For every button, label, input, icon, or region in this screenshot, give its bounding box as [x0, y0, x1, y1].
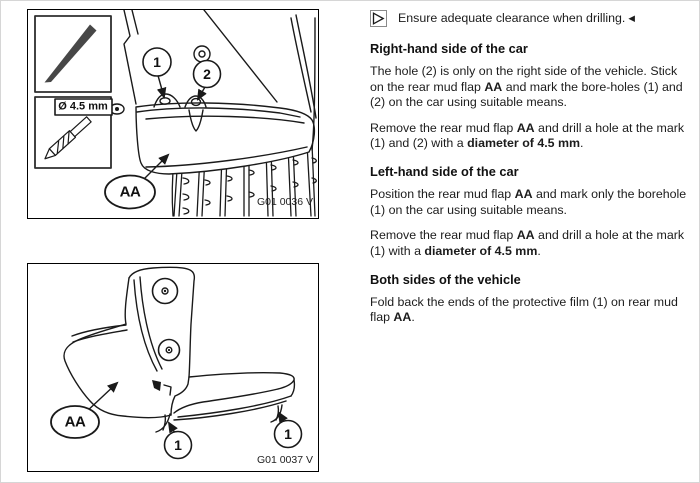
instructions-column	[370, 10, 688, 336]
callout-2-label: 2	[203, 66, 211, 82]
note-sentence: Ensure adequate clearance when drilling.	[398, 11, 626, 25]
mud-flap-outline	[64, 267, 294, 420]
protective-film-ends	[156, 405, 282, 432]
figure-code: G01 0037 V	[256, 454, 313, 466]
part-label-aa: AA	[64, 413, 86, 431]
figure-mudflap-protective-film	[27, 263, 319, 472]
note-row	[370, 10, 688, 27]
scribe-tool-inset	[35, 16, 111, 92]
figure-code: G01 0036 V	[256, 196, 313, 208]
paragraph: Remove the rear mud flap AA and drill a hole at the mark (1) and (2) with a diameter of 4.5 mm.	[370, 120, 685, 151]
paragraph-end-marker-icon: ◀	[628, 14, 635, 24]
callout-1-left-label: 1	[174, 437, 182, 453]
mounting-holes	[153, 279, 180, 361]
mudflap-film-drawing	[28, 264, 317, 470]
paragraph: Remove the rear mud flap AA and drill a hole at the mark (1) with a diameter of 4.5 mm.	[370, 228, 685, 258]
paragraph: The hole (2) is only on the right side of the vehicle. Stick on the rear mud flap AA and mark the bore-holes (1) and (2) on the car using suitable means.	[370, 64, 683, 110]
note-text	[398, 10, 635, 27]
section-heading-right-side: Right-hand side of the car	[370, 41, 528, 57]
callout-1-right-label: 1	[284, 426, 292, 442]
mud-flap-shape	[136, 103, 314, 174]
drill-diameter-label: Ø 4.5 mm	[58, 100, 108, 113]
section-heading-left-side: Left-hand side of the car	[370, 164, 519, 180]
paragraph: Position the rear mud flap AA and mark only the borehole (1) on the car using suitable means.	[370, 187, 687, 217]
play-triangle-icon	[370, 10, 387, 27]
section-heading-both-sides: Both sides of the vehicle	[370, 272, 521, 288]
figure-mudflap-on-car	[27, 9, 319, 219]
callout-1-label: 1	[153, 54, 161, 70]
part-label-aa: AA	[119, 183, 141, 201]
paragraph: Fold back the ends of the protective film (1) on rear mud flap AA.	[370, 295, 678, 325]
mudflap-on-car-drawing	[28, 10, 317, 217]
